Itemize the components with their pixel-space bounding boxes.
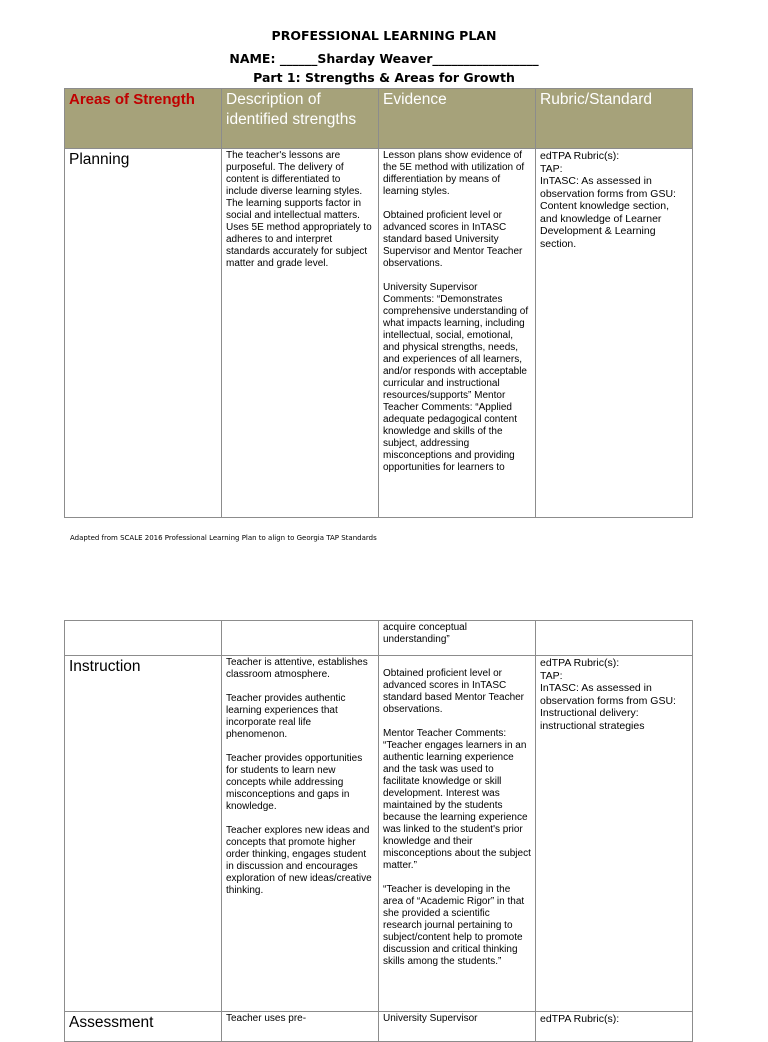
table-row-planning xyxy=(65,149,693,518)
description-instruction-p2: Teacher provides authentic learning experiences that incorporate real life phenomenon. xyxy=(226,693,346,740)
rubric-instruction-edtpa: edTPA Rubric(s): xyxy=(540,657,620,669)
part-heading: Part 1: Strengths & Areas for Growth xyxy=(253,70,515,85)
description-instruction-p3: Teacher provides opportunities for students to learn new concepts while addressing misconceptions and gaps in knowledge. xyxy=(226,753,363,812)
column-header-evidence: Evidence xyxy=(379,89,536,149)
area-planning-continued xyxy=(65,621,222,656)
evidence-instruction-p2: Mentor Teacher Comments: “Teacher engages learners in an authentic learning experience and the task was used to facilitate knowledge or skill development. Interest was maintained by the students because the learning experience was linked to the student's prior knowledge and their misconceptions about the subject matter.” xyxy=(383,728,531,871)
evidence-planning-continued: acquire conceptual understanding” xyxy=(379,621,536,656)
description-planning-continued xyxy=(222,621,379,656)
rubric-instruction-intasc: InTASC: As assessed in observation forms from GSU: Instructional delivery: instructional strategies xyxy=(540,682,676,732)
document-title: PROFESSIONAL LEARNING PLAN xyxy=(271,28,497,43)
rubric-planning-tap: TAP: xyxy=(540,162,563,175)
rubric-planning-edtpa: edTPA Rubric(s): xyxy=(540,150,620,162)
evidence-planning-p3: University Supervisor Comments: “Demonstrates comprehensive understanding of what impacts learning, including intellectual, social, emotional, and physical strengths, needs, and experiences of all learners, and/or responds with acceptable curricular and instructional resources/supports” Mentor Teacher Comments: “Applied adequate pedagogical content knowledge and skills of the subject, addressing misconceptions and providing opportunities for learners to xyxy=(383,282,529,473)
evidence-planning-p2: Obtained proficient level or advanced scores in InTASC standard based University Supervisor and Mentor Teacher observations. xyxy=(383,210,523,269)
column-header-rubric: Rubric/Standard xyxy=(536,89,693,149)
description-instruction xyxy=(222,656,379,1012)
rubric-instruction-tap: TAP: xyxy=(540,669,563,682)
rubric-planning-intasc: InTASC: As assessed in observation forms from GSU: Content knowledge section, and knowledge of Learner Development & Learning section. xyxy=(540,175,676,250)
description-planning xyxy=(222,149,379,518)
area-planning: Planning xyxy=(65,149,222,518)
description-instruction-p4: Teacher explores new ideas and concepts that promote higher order thinking, engages student in discussion and encourages exploration of new ideas/creative thinking. xyxy=(226,825,372,896)
footer-note: Adapted from SCALE 2016 Professional Learning Plan to align to Georgia TAP Standards xyxy=(70,534,377,542)
learning-plan-table-page2 xyxy=(64,620,693,1042)
evidence-planning-p1: Lesson plans show evidence of the 5E method with utilization of differentiation by means of learning styles. xyxy=(383,150,525,197)
evidence-assessment: University Supervisor xyxy=(379,1012,536,1042)
evidence-instruction xyxy=(379,656,536,1012)
description-instruction-p1: Teacher is attentive, establishes classroom atmosphere. xyxy=(226,657,368,680)
rubric-planning-continued xyxy=(536,621,693,656)
table-row-assessment xyxy=(65,1012,693,1042)
rubric-assessment: edTPA Rubric(s): xyxy=(536,1012,693,1042)
area-assessment: Assessment xyxy=(65,1012,222,1042)
area-instruction: Instruction xyxy=(65,656,222,1012)
table-row-planning-continued xyxy=(65,621,693,656)
rubric-instruction xyxy=(536,656,693,1012)
table-header-row xyxy=(65,89,693,149)
learning-plan-table-page1 xyxy=(64,88,693,518)
column-header-areas: Areas of Strength xyxy=(65,89,222,149)
evidence-planning xyxy=(379,149,536,518)
name-line: NAME: ______Sharday Weaver_________________ xyxy=(229,51,539,66)
evidence-instruction-p1: Obtained proficient level or advanced scores in InTASC standard based Mentor Teacher observations. xyxy=(383,668,525,715)
rubric-planning xyxy=(536,149,693,518)
column-header-description: Description of identified strengths xyxy=(222,89,379,149)
evidence-instruction-p3: “Teacher is developing in the area of “Academic Rigor” in that she provided a scientific research journal pertaining to subject/content help to promote discussion and critical thinking skills among the students.” xyxy=(383,884,525,967)
table-row-instruction xyxy=(65,656,693,1012)
description-assessment: Teacher uses pre- xyxy=(222,1012,379,1042)
description-planning-text: The teacher's lessons are purposeful. The delivery of content is differentiated to include diverse learning styles. The learning supports factor in social and intellectual matters. Uses 5E method appropriately to adheres to and interpret standards accurately for subject matter and grade level. xyxy=(226,150,372,269)
